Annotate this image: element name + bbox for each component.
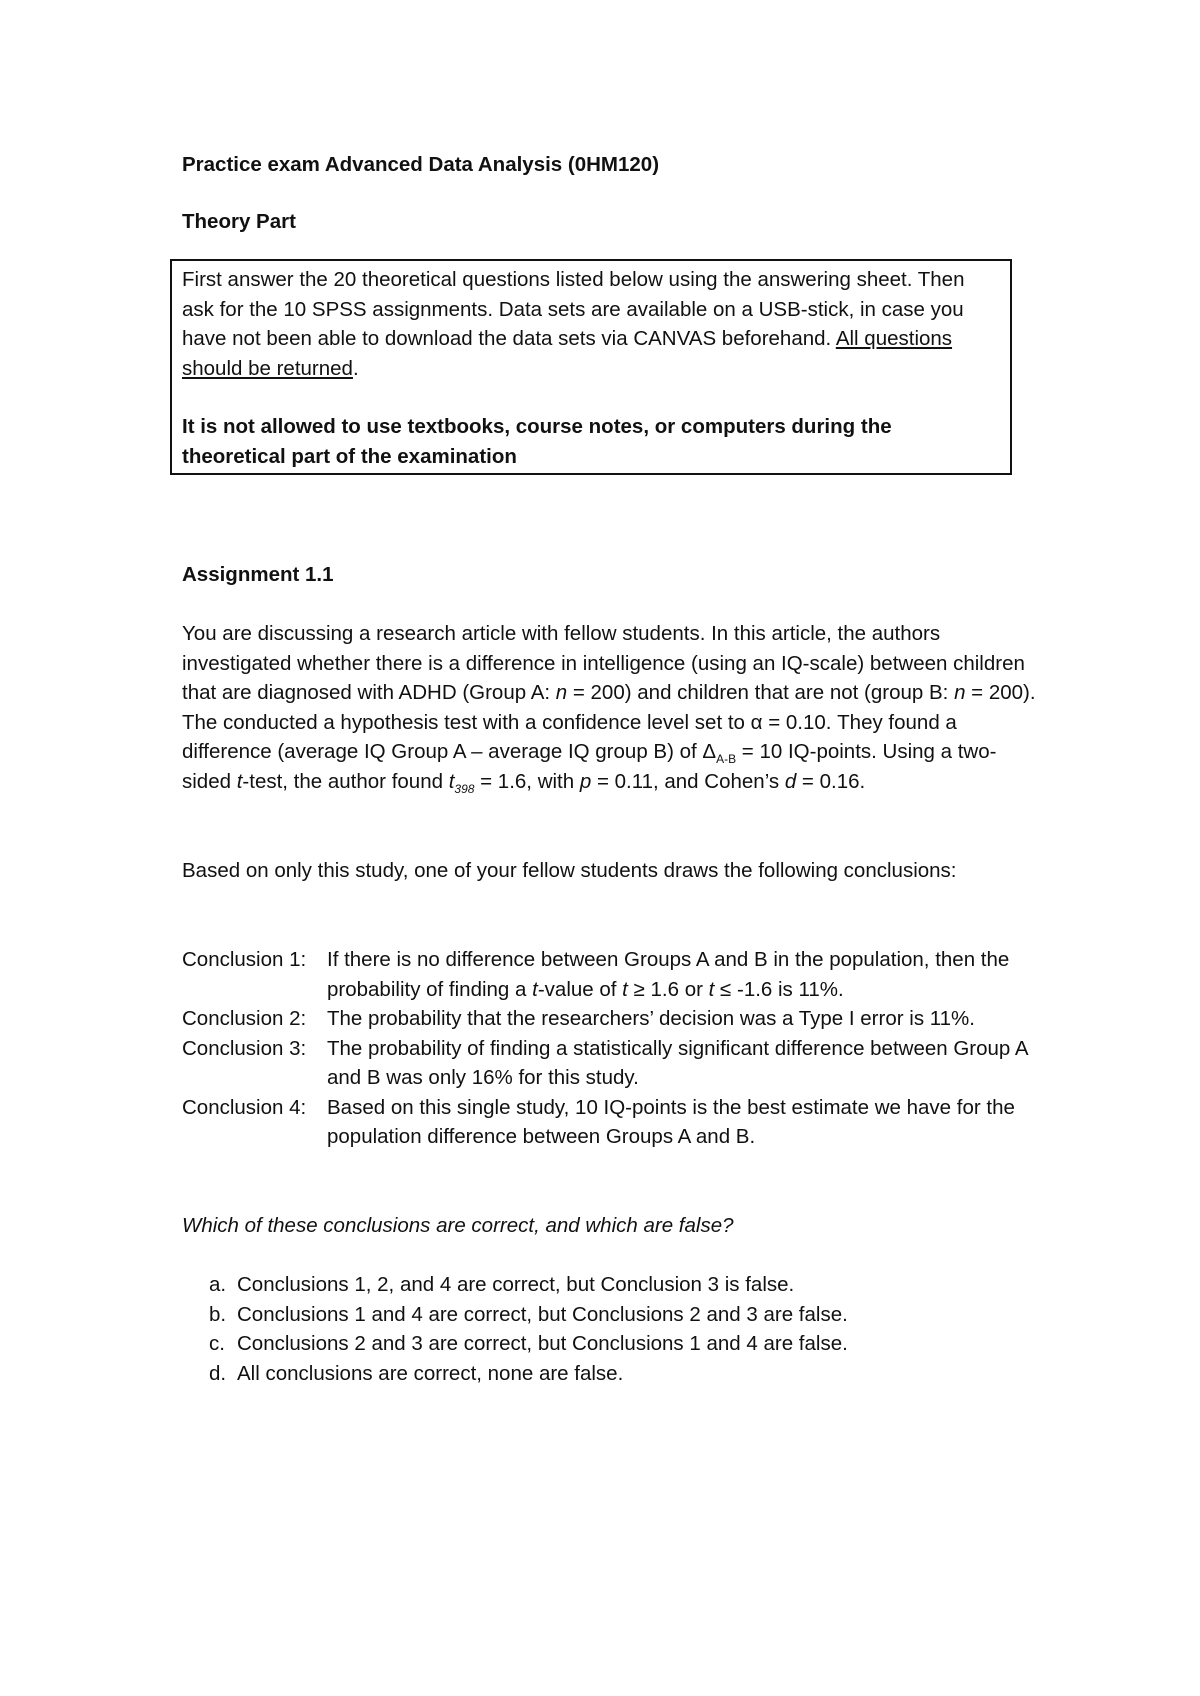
- conclusion-item: [182, 945, 1042, 1004]
- instructions-text: [182, 265, 1000, 383]
- t-subscript: 398: [454, 781, 475, 796]
- option-letter: a.: [209, 1273, 227, 1296]
- conclusion-1-part-d: ≤ -1.6 is 11%.: [714, 977, 844, 1001]
- conclusion-1-t: t: [622, 977, 628, 1001]
- conclusion-label: Conclusion 2:: [182, 1007, 307, 1030]
- p1-part-c: = 200). The conducted a hypothesis test with a confidence level set to α = 0.10. They found a difference (average IQ Group A – average IQ group B) of Δ: [182, 681, 1036, 763]
- answer-option: [209, 1300, 848, 1330]
- instructions-end: .: [352, 356, 359, 380]
- p1-part-g: = 0.11, and Cohen’s: [591, 769, 785, 793]
- conclusion-item: [182, 1093, 1042, 1152]
- p1-part-b: = 200) and children that are not (group B:: [567, 681, 955, 704]
- question-prompt: Which of these conclusions are correct, and which are false?: [182, 1214, 734, 1237]
- conclusion-item: [182, 1034, 1042, 1093]
- assignment-heading: Assignment 1.1: [182, 563, 334, 586]
- option-letter: b.: [209, 1302, 227, 1326]
- conclusion-1-part-c: ≥ 1.6 or: [627, 977, 709, 1001]
- section-subtitle: Theory Part: [182, 210, 296, 233]
- instructions-line: First answer the 20 theoretical questions listed below using the answering sheet. Then ask for the 10 SPSS assignments. Data sets are available on a USB-stick, in case you have not been able to download the data sets via CANVAS beforehand.: [182, 268, 965, 350]
- p1-p-symbol: p: [579, 769, 592, 793]
- conclusion-1-part-a: If there is no difference between Groups A and B in the population, then the probability of finding a: [327, 948, 1010, 1001]
- answer-option: [209, 1270, 848, 1300]
- conclusion-1-part-b: -value of: [537, 977, 623, 1001]
- conclusion-text: The probability that the researchers’ decision was a Type I error is 11%.: [327, 1007, 975, 1030]
- conclusion-text: [327, 945, 1042, 1004]
- instructions-underlined: All questions should be returned: [182, 327, 953, 380]
- conclusion-label: Conclusion 1:: [182, 948, 307, 971]
- p1-t-symbol: t: [448, 769, 455, 793]
- conclusions-list: [182, 945, 1042, 1152]
- option-text: Conclusions 2 and 3 are correct, but Conclusions 1 and 4 are false.: [237, 1332, 848, 1355]
- p1-part-h: = 0.16.: [796, 769, 866, 793]
- answer-option: [209, 1329, 848, 1359]
- option-text: Conclusions 1, 2, and 4 are correct, but Conclusion 3 is false.: [237, 1273, 795, 1296]
- p1-n-symbol: n: [954, 681, 966, 704]
- p1-n-symbol: n: [555, 681, 568, 704]
- instructions-warning: It is not allowed to use textbooks, course notes, or computers during the theoretical part of the examination: [182, 415, 892, 468]
- option-text: All conclusions are correct, none are false.: [237, 1361, 624, 1385]
- p1-part-d: = 10 IQ-points. Using a two-sided: [182, 740, 997, 793]
- answer-options: [209, 1270, 848, 1388]
- conclusion-item: [182, 1004, 1042, 1034]
- p1-d-symbol: d: [784, 769, 797, 793]
- assignment-paragraph-1: [182, 619, 1042, 796]
- document-title: Practice exam Advanced Data Analysis (0HM120): [182, 153, 660, 176]
- p1-t-symbol: t: [236, 769, 243, 793]
- option-letter: d.: [209, 1361, 227, 1385]
- conclusion-1-t: t: [708, 977, 715, 1001]
- conclusion-label: Conclusion 3:: [182, 1036, 307, 1060]
- answer-option: [209, 1359, 848, 1389]
- conclusion-label: Conclusion 4:: [182, 1095, 307, 1119]
- delta-subscript: A-B: [716, 752, 737, 767]
- assignment-paragraph-2: Based on only this study, one of your fellow students draws the following conclusions:: [182, 859, 957, 882]
- option-text: Conclusions 1 and 4 are correct, but Conclusions 2 and 3 are false.: [237, 1302, 848, 1326]
- conclusion-text: Based on this single study, 10 IQ-points is the best estimate we have for the population difference between Groups A and B.: [327, 1095, 1015, 1148]
- option-letter: c.: [209, 1332, 225, 1355]
- p1-part-f: = 1.6, with: [474, 769, 580, 793]
- p1-part-a: You are discussing a research article with fellow students. In this article, the authors investigated whether there is a difference in intelligence (using an IQ-scale) between children that are diagnosed with ADHD (Group A:: [182, 622, 1025, 704]
- p1-part-e: -test, the author found: [242, 769, 449, 793]
- conclusion-1-t: t: [532, 977, 538, 1001]
- instructions-box: [170, 259, 1012, 475]
- conclusion-text: The probability of finding a statistically significant difference between Group A and B was only 16% for this study.: [327, 1036, 1028, 1089]
